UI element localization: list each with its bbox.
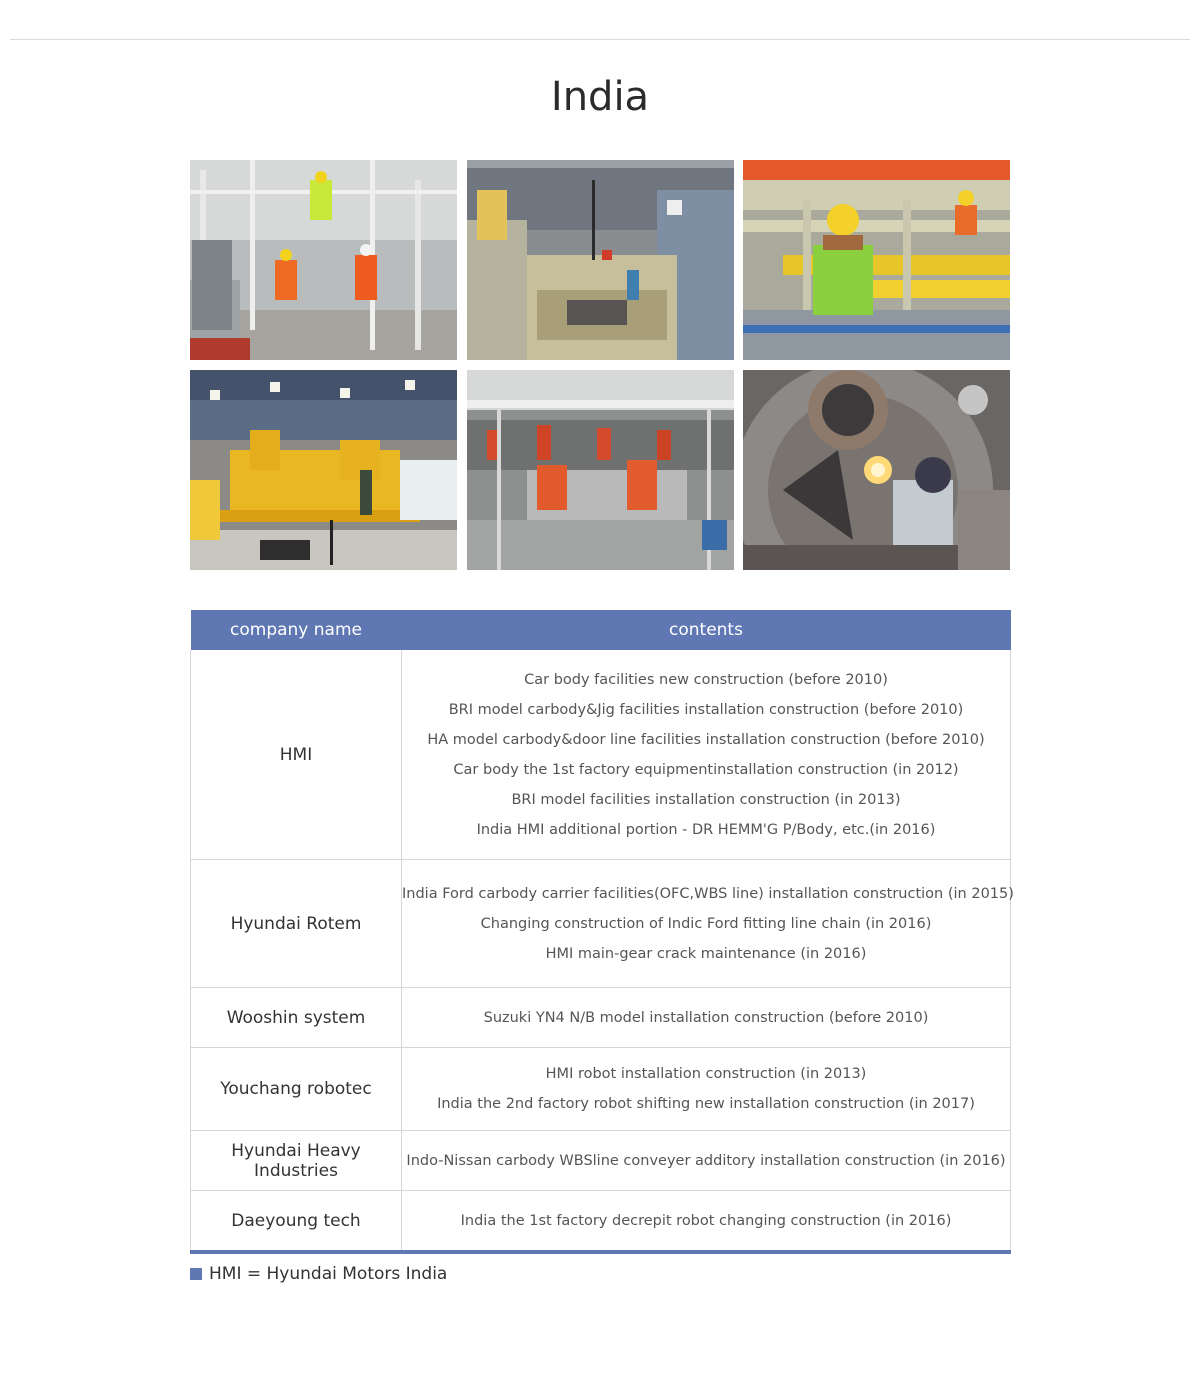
photo-gallery [190, 160, 1010, 570]
contents-line: Indo-Nissan carbody WBSline conveyer additory installation construction (in 2016) [406, 1152, 1006, 1169]
table-row [191, 1191, 1011, 1253]
company-name-cell: Hyundai Rotem [191, 860, 402, 988]
table-row [191, 1131, 1011, 1191]
column-header-contents: contents [402, 610, 1011, 650]
table-row [191, 988, 1011, 1048]
footnote [190, 1264, 447, 1284]
column-header-company: company name [191, 610, 402, 650]
page-title: India [550, 74, 650, 120]
conveyor-line-workers-photo [743, 160, 1010, 360]
contents-line: Car body the 1st factory equipmentinstallation construction (in 2012) [453, 761, 959, 778]
square-bullet-icon [190, 1268, 202, 1280]
contents-line: Car body facilities new construction (before 2010) [524, 671, 888, 688]
table-row [191, 1048, 1011, 1131]
top-divider [10, 39, 1190, 40]
contents-line: Suzuki YN4 N/B model installation construction (before 2010) [483, 1009, 929, 1026]
contents-line: India the 2nd factory robot shifting new installation construction (in 2017) [437, 1096, 975, 1112]
company-name-cell: Youchang robotec [191, 1048, 402, 1131]
contents-cell [402, 860, 1014, 988]
footnote-text: HMI = Hyundai Motors India [209, 1264, 448, 1284]
gear-welding-photo [743, 370, 1010, 570]
contents-cell [402, 1131, 1011, 1191]
contents-cell [402, 650, 1011, 860]
contents-line: India HMI additional portion - DR HEMM'G P/Body, etc.(in 2016) [476, 821, 936, 838]
company-name-cell: Daeyoung tech [191, 1191, 402, 1253]
contents-cell [402, 1048, 1011, 1131]
press-machine-crane-photo [467, 160, 734, 360]
contents-line: India the 1st factory decrepit robot changing construction (in 2016) [460, 1212, 952, 1229]
projects-table [190, 610, 1014, 1254]
table-header-row [191, 610, 1011, 650]
contents-line: HMI robot installation construction (in 2013) [545, 1066, 867, 1082]
contents-line: India Ford carbody carrier facilities(OFC,WBS line) installation construction (in 2015) [402, 885, 1014, 902]
contents-line: HA model carbody&door line facilities installation construction (before 2010) [427, 731, 985, 748]
contents-cell [402, 1191, 1011, 1253]
table-row [191, 860, 1011, 988]
table-row [191, 650, 1011, 860]
company-name-cell: Wooshin system [191, 988, 402, 1048]
contents-cell [402, 988, 1011, 1048]
orange-robot-line-photo [467, 370, 734, 570]
contents-line: HMI main-gear crack maintenance (in 2016) [545, 945, 867, 962]
company-name-cell: HMI [191, 650, 402, 860]
projects-table-wrapper [190, 610, 1014, 1254]
contents-line: BRI model facilities installation construction (in 2013) [511, 791, 901, 808]
workers-on-scaffold-photo [190, 160, 457, 360]
yellow-jig-facilities-photo [190, 370, 457, 570]
contents-line: BRI model carbody&Jig facilities installation construction (before 2010) [448, 701, 964, 718]
contents-line: Changing construction of Indic Ford fitting line chain (in 2016) [480, 915, 932, 932]
company-name-cell: Hyundai Heavy Industries [191, 1131, 402, 1191]
